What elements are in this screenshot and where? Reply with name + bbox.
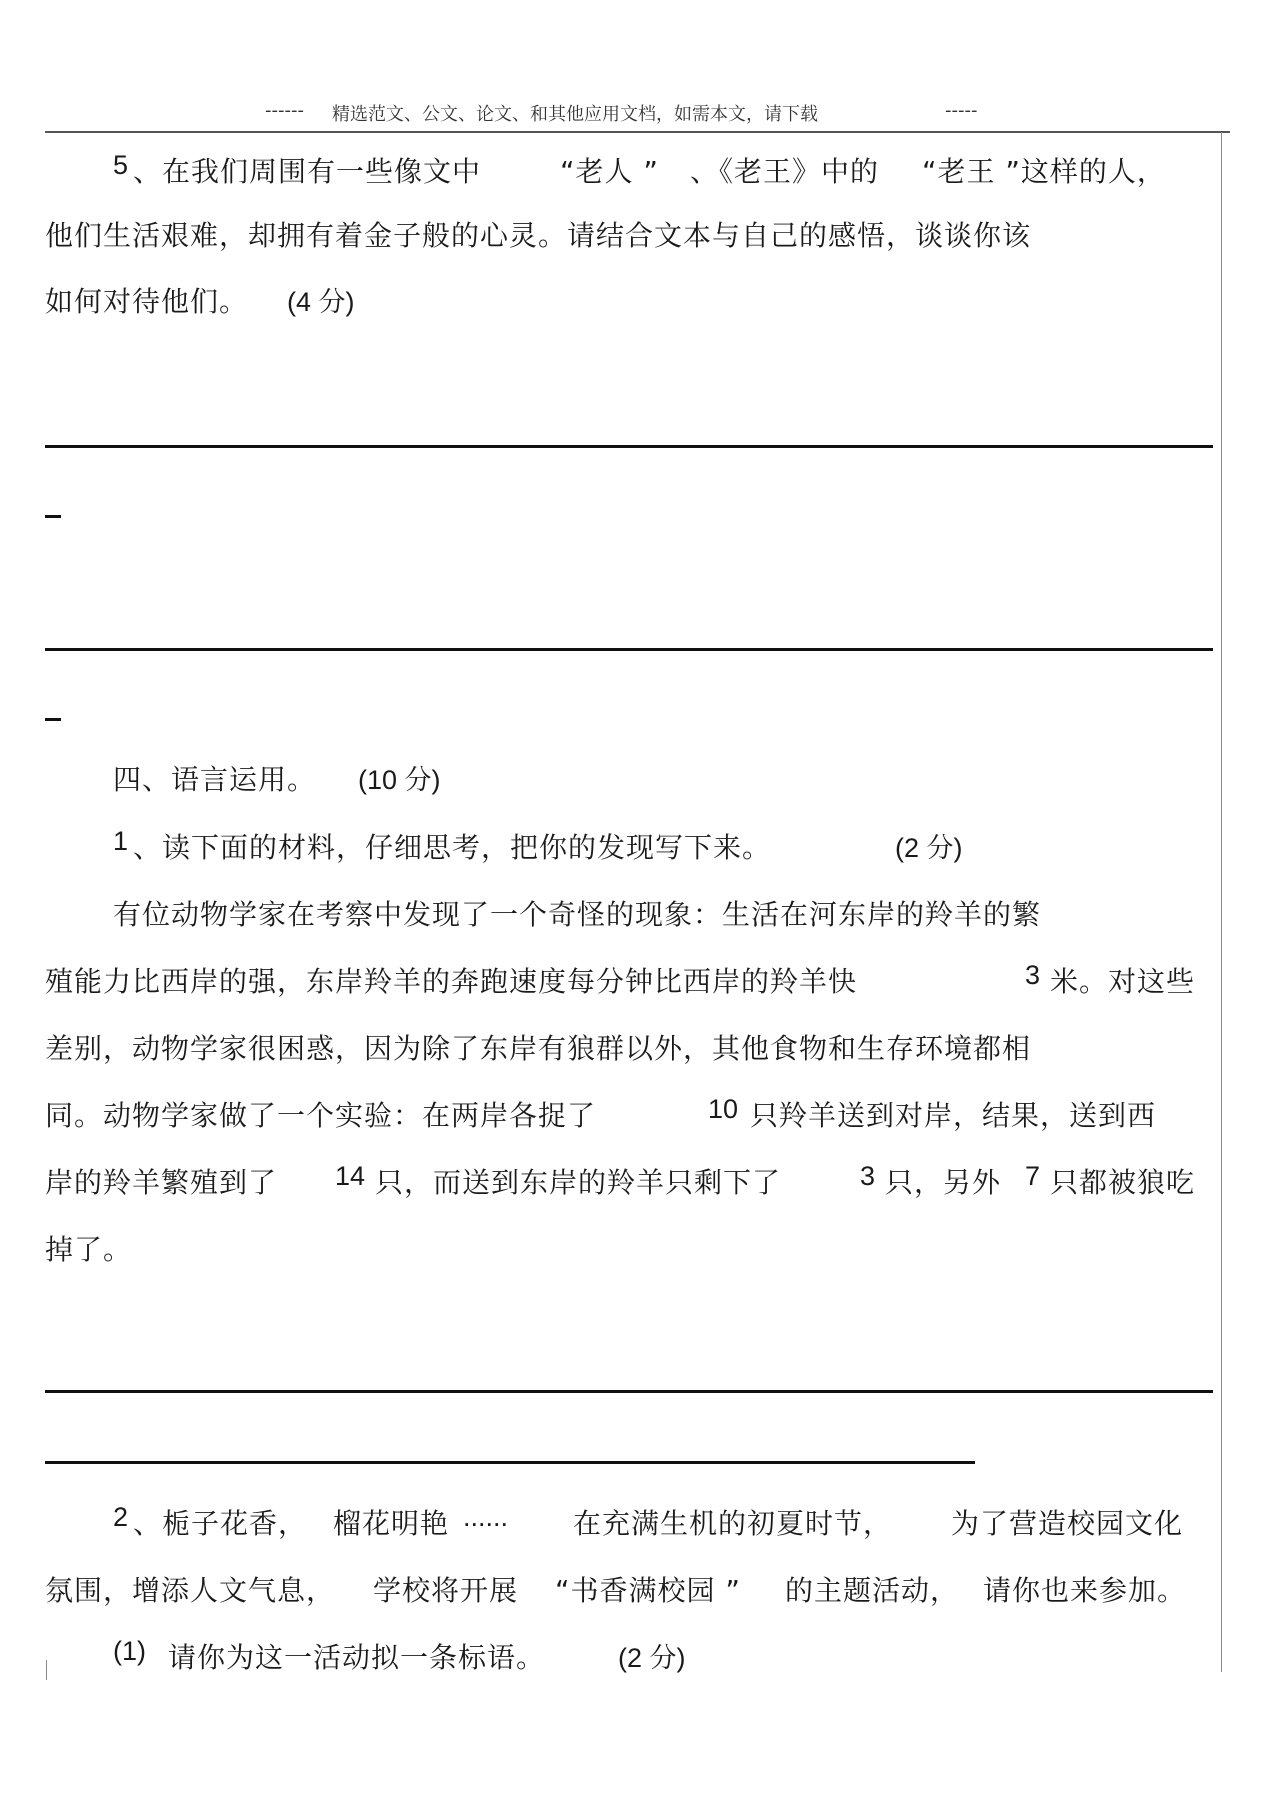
answer-line	[45, 648, 1213, 651]
q5-line1-b: “老人 ”	[560, 155, 659, 188]
q2-line1-e: 为了营造校园文化	[951, 1507, 1184, 1540]
q1-passage-line5a: 岸的羚羊繁殖到了	[45, 1166, 278, 1199]
q1-passage-line4b: 只羚羊送到对岸，结果，送到西	[750, 1099, 1157, 1132]
q5-score: (4 分)	[287, 287, 355, 317]
q1-passage-line1: 有位动物学家在考察中发现了一个奇怪的现象：生活在河东岸的羚羊的繁	[113, 898, 1042, 931]
q2-line2-e: 请你也来参加。	[983, 1574, 1187, 1607]
q2-sub1-number: (1)	[113, 1636, 146, 1666]
header-rule	[45, 131, 1230, 133]
page-left-border-tick	[46, 1660, 47, 1680]
q1-passage-line2a: 殖能力比西岸的强，东岸羚羊的奔跑速度每分钟比西岸的羚羊快	[45, 965, 858, 998]
q5-line3: 如何对待他们。	[45, 285, 249, 318]
q1-passage-line4-num: 10	[708, 1094, 739, 1124]
answer-line	[45, 1390, 1213, 1393]
page-right-border	[1221, 132, 1222, 1672]
q1-passage-line5c: 只，另外	[885, 1166, 1002, 1199]
q1-passage-line5d: 只都被狼吃	[1050, 1166, 1196, 1199]
q1-passage-line3: 差别，动物学家很困惑，因为除了东岸有狼群以外，其他食物和生存环境都相	[45, 1032, 1032, 1065]
section4-score: (10 分)	[358, 765, 441, 795]
q2-line2-a: 氛围，增添人文气息，	[45, 1574, 336, 1607]
q5-line1-c: 、《老王》中的	[690, 155, 880, 188]
q2-line1-c: ......	[463, 1502, 509, 1532]
q5-line2: 他们生活艰难，却拥有着金子般的心灵。请结合文本与自己的感悟，谈谈你该	[45, 219, 1032, 252]
q2-line1-b: 榴花明艳	[333, 1507, 450, 1540]
q5-number: 5	[113, 150, 129, 180]
q2-line2-b: 学校将开展	[373, 1574, 519, 1607]
q1-prompt: 、读下面的材料，仔细思考，把你的发现写下来。	[133, 831, 772, 864]
q2-sub1-score: (2 分)	[618, 1643, 686, 1673]
q2-line2-d: 的主题活动，	[785, 1574, 960, 1607]
answer-line	[45, 1461, 975, 1464]
header-right-dash: -----	[945, 100, 978, 121]
q2-line2-c: “书香满校园 ”	[555, 1574, 741, 1607]
q5-line1-a: 、在我们周围有一些像文中	[133, 155, 482, 188]
q1-passage-line5-num1: 14	[335, 1161, 366, 1191]
section4-title: 四、语言运用。	[113, 763, 317, 796]
answer-line-tail	[45, 718, 61, 721]
q1-passage-line2b: 米。对这些	[1050, 965, 1196, 998]
q1-passage-line6: 掉了。	[45, 1233, 133, 1266]
q2-number: 2	[113, 1502, 129, 1532]
header-left-dash: ------	[265, 100, 304, 121]
q2-line1-d: 在充满生机的初夏时节，	[573, 1507, 893, 1540]
header-text: 精选范文、公文、论文、和其他应用文档，如需本文，请下载	[332, 104, 818, 125]
answer-line-tail	[45, 515, 61, 518]
q1-passage-line5-num2: 3	[860, 1161, 876, 1191]
q2-sub1-prompt: 请你为这一活动拟一条标语。	[168, 1641, 546, 1674]
q1-passage-line4a: 同。动物学家做了一个实验：在两岸各捉了	[45, 1099, 597, 1132]
q1-score: (2 分)	[895, 833, 963, 863]
q2-line1-a: 、栀子花香，	[133, 1507, 308, 1540]
q1-passage-line2-num: 3	[1025, 960, 1041, 990]
q1-number: 1	[113, 826, 129, 856]
q1-passage-line5-num3: 7	[1025, 1161, 1041, 1191]
q1-passage-line5b: 只，而送到东岸的羚羊只剩下了	[375, 1166, 782, 1199]
answer-line	[45, 445, 1213, 448]
q5-line1-d: “老王 ”这样的人，	[922, 155, 1166, 188]
